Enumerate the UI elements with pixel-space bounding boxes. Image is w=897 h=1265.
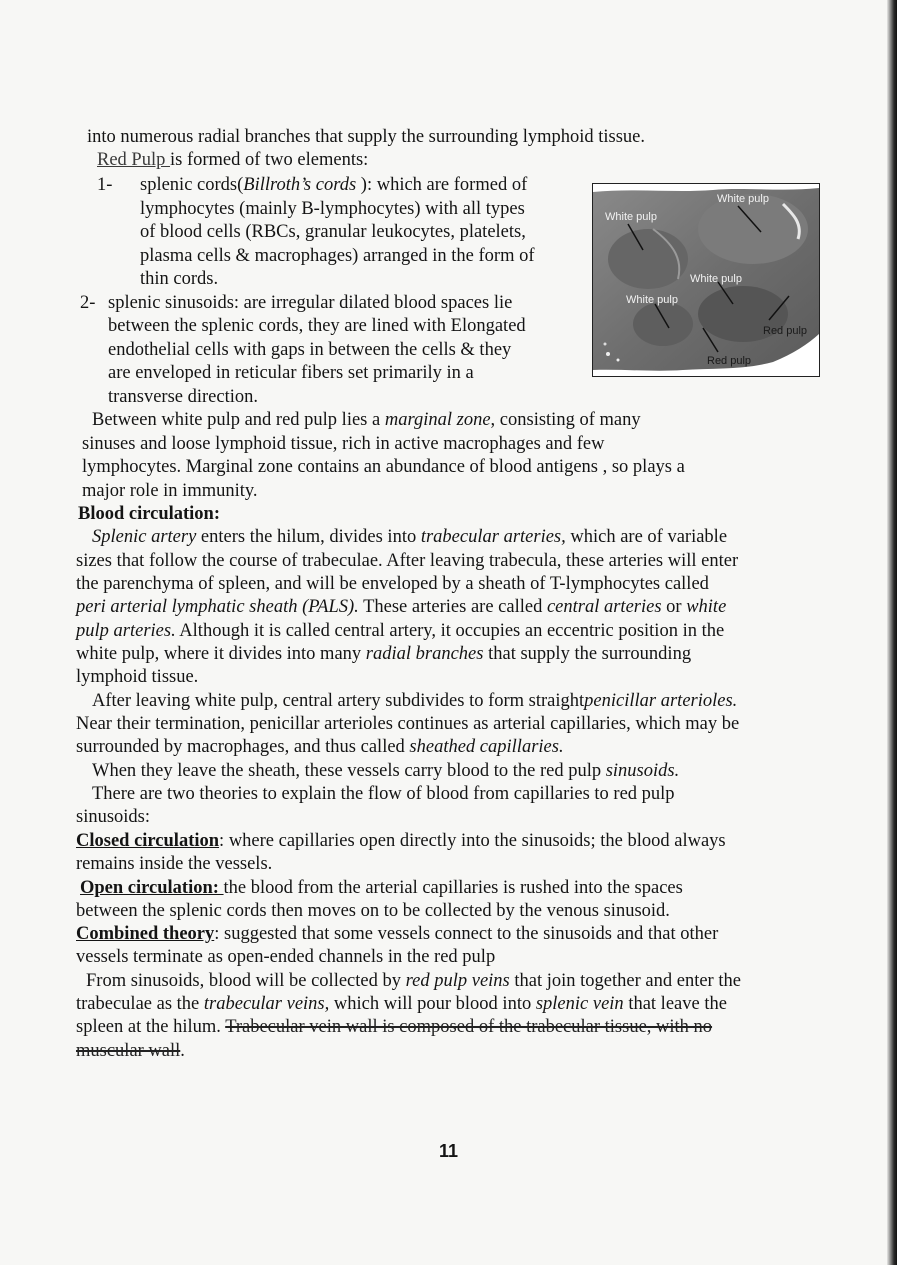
blood-p1-line-3: the parenchyma of spleen, and will be enveloped by a sheath of T-lymphocytes called bbox=[76, 574, 709, 594]
list-item-2-line-2: between the splenic cords, they are lined with Elongated bbox=[108, 316, 526, 336]
struck-out-text: Trabecular vein wall is composed of the trabecular tissue, with no bbox=[225, 1017, 713, 1037]
figure-label-white-pulp-3: White pulp bbox=[690, 273, 742, 285]
page-edge-shadow bbox=[887, 0, 897, 1265]
list-item-2-line-5: transverse direction. bbox=[108, 387, 258, 407]
list-item-1-line-2: lymphocytes (mainly B-lymphocytes) with all types bbox=[140, 199, 525, 219]
list-item-1-line-1: splenic cords(Billroth’s cords ): which are formed of bbox=[140, 175, 528, 195]
figure-label-white-pulp-1: White pulp bbox=[605, 211, 657, 223]
list-number-1: 1- bbox=[97, 175, 113, 195]
combined-theory-line-2: vessels terminate as open-ended channels in the red pulp bbox=[76, 947, 496, 967]
blood-p4-line-2: sinusoids: bbox=[76, 807, 151, 827]
list-item-2-line-4: are enveloped in reticular fibers set primarily in a bbox=[108, 363, 474, 383]
open-circulation-line-2: between the splenic cords then moves on to be collected by the venous sinusoid. bbox=[76, 901, 670, 921]
marginal-line-4: major role in immunity. bbox=[82, 481, 258, 501]
list-item-1-line-3: of blood cells (RBCs, granular leukocytes, platelets, bbox=[140, 222, 526, 242]
blood-p1-line-4: peri arterial lymphatic sheath (PALS). These arteries are called central arteries or white bbox=[76, 597, 727, 617]
marginal-line-3: lymphocytes. Marginal zone contains an abundance of blood antigens , so plays a bbox=[82, 457, 685, 477]
intro-line: into numerous radial branches that supply the surrounding lymphoid tissue. bbox=[87, 127, 645, 147]
blood-p5-line-2: trabeculae as the trabecular veins, which will pour blood into splenic vein that leave the bbox=[76, 994, 727, 1014]
list-number-2: 2- bbox=[80, 293, 96, 313]
open-circulation-line-1: Open circulation: the blood from the arterial capillaries is rushed into the spaces bbox=[80, 878, 683, 898]
red-pulp-heading: Red Pulp bbox=[97, 150, 170, 170]
blood-p5-line-1: From sinusoids, blood will be collected by red pulp veins that join together and enter the bbox=[86, 971, 741, 991]
combined-theory-line-1: Combined theory: suggested that some vessels connect to the sinusoids and that other bbox=[76, 924, 719, 944]
list-item-2-line-3: endothelial cells with gaps in between the cells & they bbox=[108, 340, 512, 360]
red-pulp-heading-line: Red Pulp is formed of two elements: bbox=[97, 150, 369, 170]
list-item-1-line-4: plasma cells & macrophages) arranged in the form of bbox=[140, 246, 535, 266]
marginal-line-1: Between white pulp and red pulp lies a marginal zone, consisting of many bbox=[92, 410, 641, 430]
figure-label-red-pulp-1: Red pulp bbox=[763, 325, 808, 337]
blood-p5-line-4: muscular wall. bbox=[76, 1041, 185, 1061]
list-item-1-line-5: thin cords. bbox=[140, 269, 219, 289]
closed-circulation-line-2: remains inside the vessels. bbox=[76, 854, 273, 874]
open-circulation-label: Open circulation: bbox=[80, 878, 224, 898]
figure-label-red-pulp-2: Red pulp bbox=[707, 355, 752, 367]
closed-circulation-label: Closed circulation bbox=[76, 831, 220, 851]
blood-p1-line-2: sizes that follow the course of trabeculae. After leaving trabecula, these arteries will enter bbox=[76, 551, 739, 571]
list-item-2-line-1: splenic sinusoids: are irregular dilated blood spaces lie bbox=[108, 293, 513, 313]
figure-label-white-pulp-4: White pulp bbox=[626, 294, 678, 306]
blood-p1-line-7: lymphoid tissue. bbox=[76, 667, 199, 687]
blood-p2-line-3: surrounded by macrophages, and thus called sheathed capillaries. bbox=[76, 737, 564, 757]
blood-circulation-heading: Blood circulation: bbox=[78, 504, 221, 524]
blood-p2-line-2: Near their termination, penicillar arterioles continues as arterial capillaries, which may be bbox=[76, 714, 740, 734]
struck-out-text-2: muscular wall bbox=[76, 1041, 181, 1061]
blood-p1-line-1: Splenic artery enters the hilum, divides into trabecular arteries, which are of variable bbox=[92, 527, 728, 547]
page-number: 11 bbox=[438, 1141, 459, 1161]
combined-theory-label: Combined theory bbox=[76, 924, 215, 944]
closed-circulation-line-1: Closed circulation: where capillaries open directly into the sinusoids; the blood always bbox=[76, 831, 726, 851]
micrograph-image bbox=[593, 184, 819, 376]
figure-label-white-pulp-2: White pulp bbox=[717, 193, 769, 205]
marginal-line-2: sinuses and loose lymphoid tissue, rich in active macrophages and few bbox=[82, 434, 605, 454]
blood-p1-line-6: white pulp, where it divides into many radial branches that supply the surrounding bbox=[76, 644, 692, 664]
spleen-micrograph bbox=[592, 183, 820, 377]
blood-p4-line-1: There are two theories to explain the flow of blood from capillaries to red pulp bbox=[92, 784, 675, 804]
blood-p5-line-3: spleen at the hilum. Trabecular vein wall is composed of the trabecular tissue, with no bbox=[76, 1017, 713, 1037]
blood-p3-line-1: When they leave the sheath, these vessels carry blood to the red pulp sinusoids. bbox=[92, 761, 680, 781]
blood-p1-line-5: pulp arteries. Although it is called central artery, it occupies an eccentric position in the bbox=[76, 621, 725, 641]
blood-p2-line-1: After leaving white pulp, central artery subdivides to form straightpenicillar arterioles. bbox=[92, 691, 738, 711]
